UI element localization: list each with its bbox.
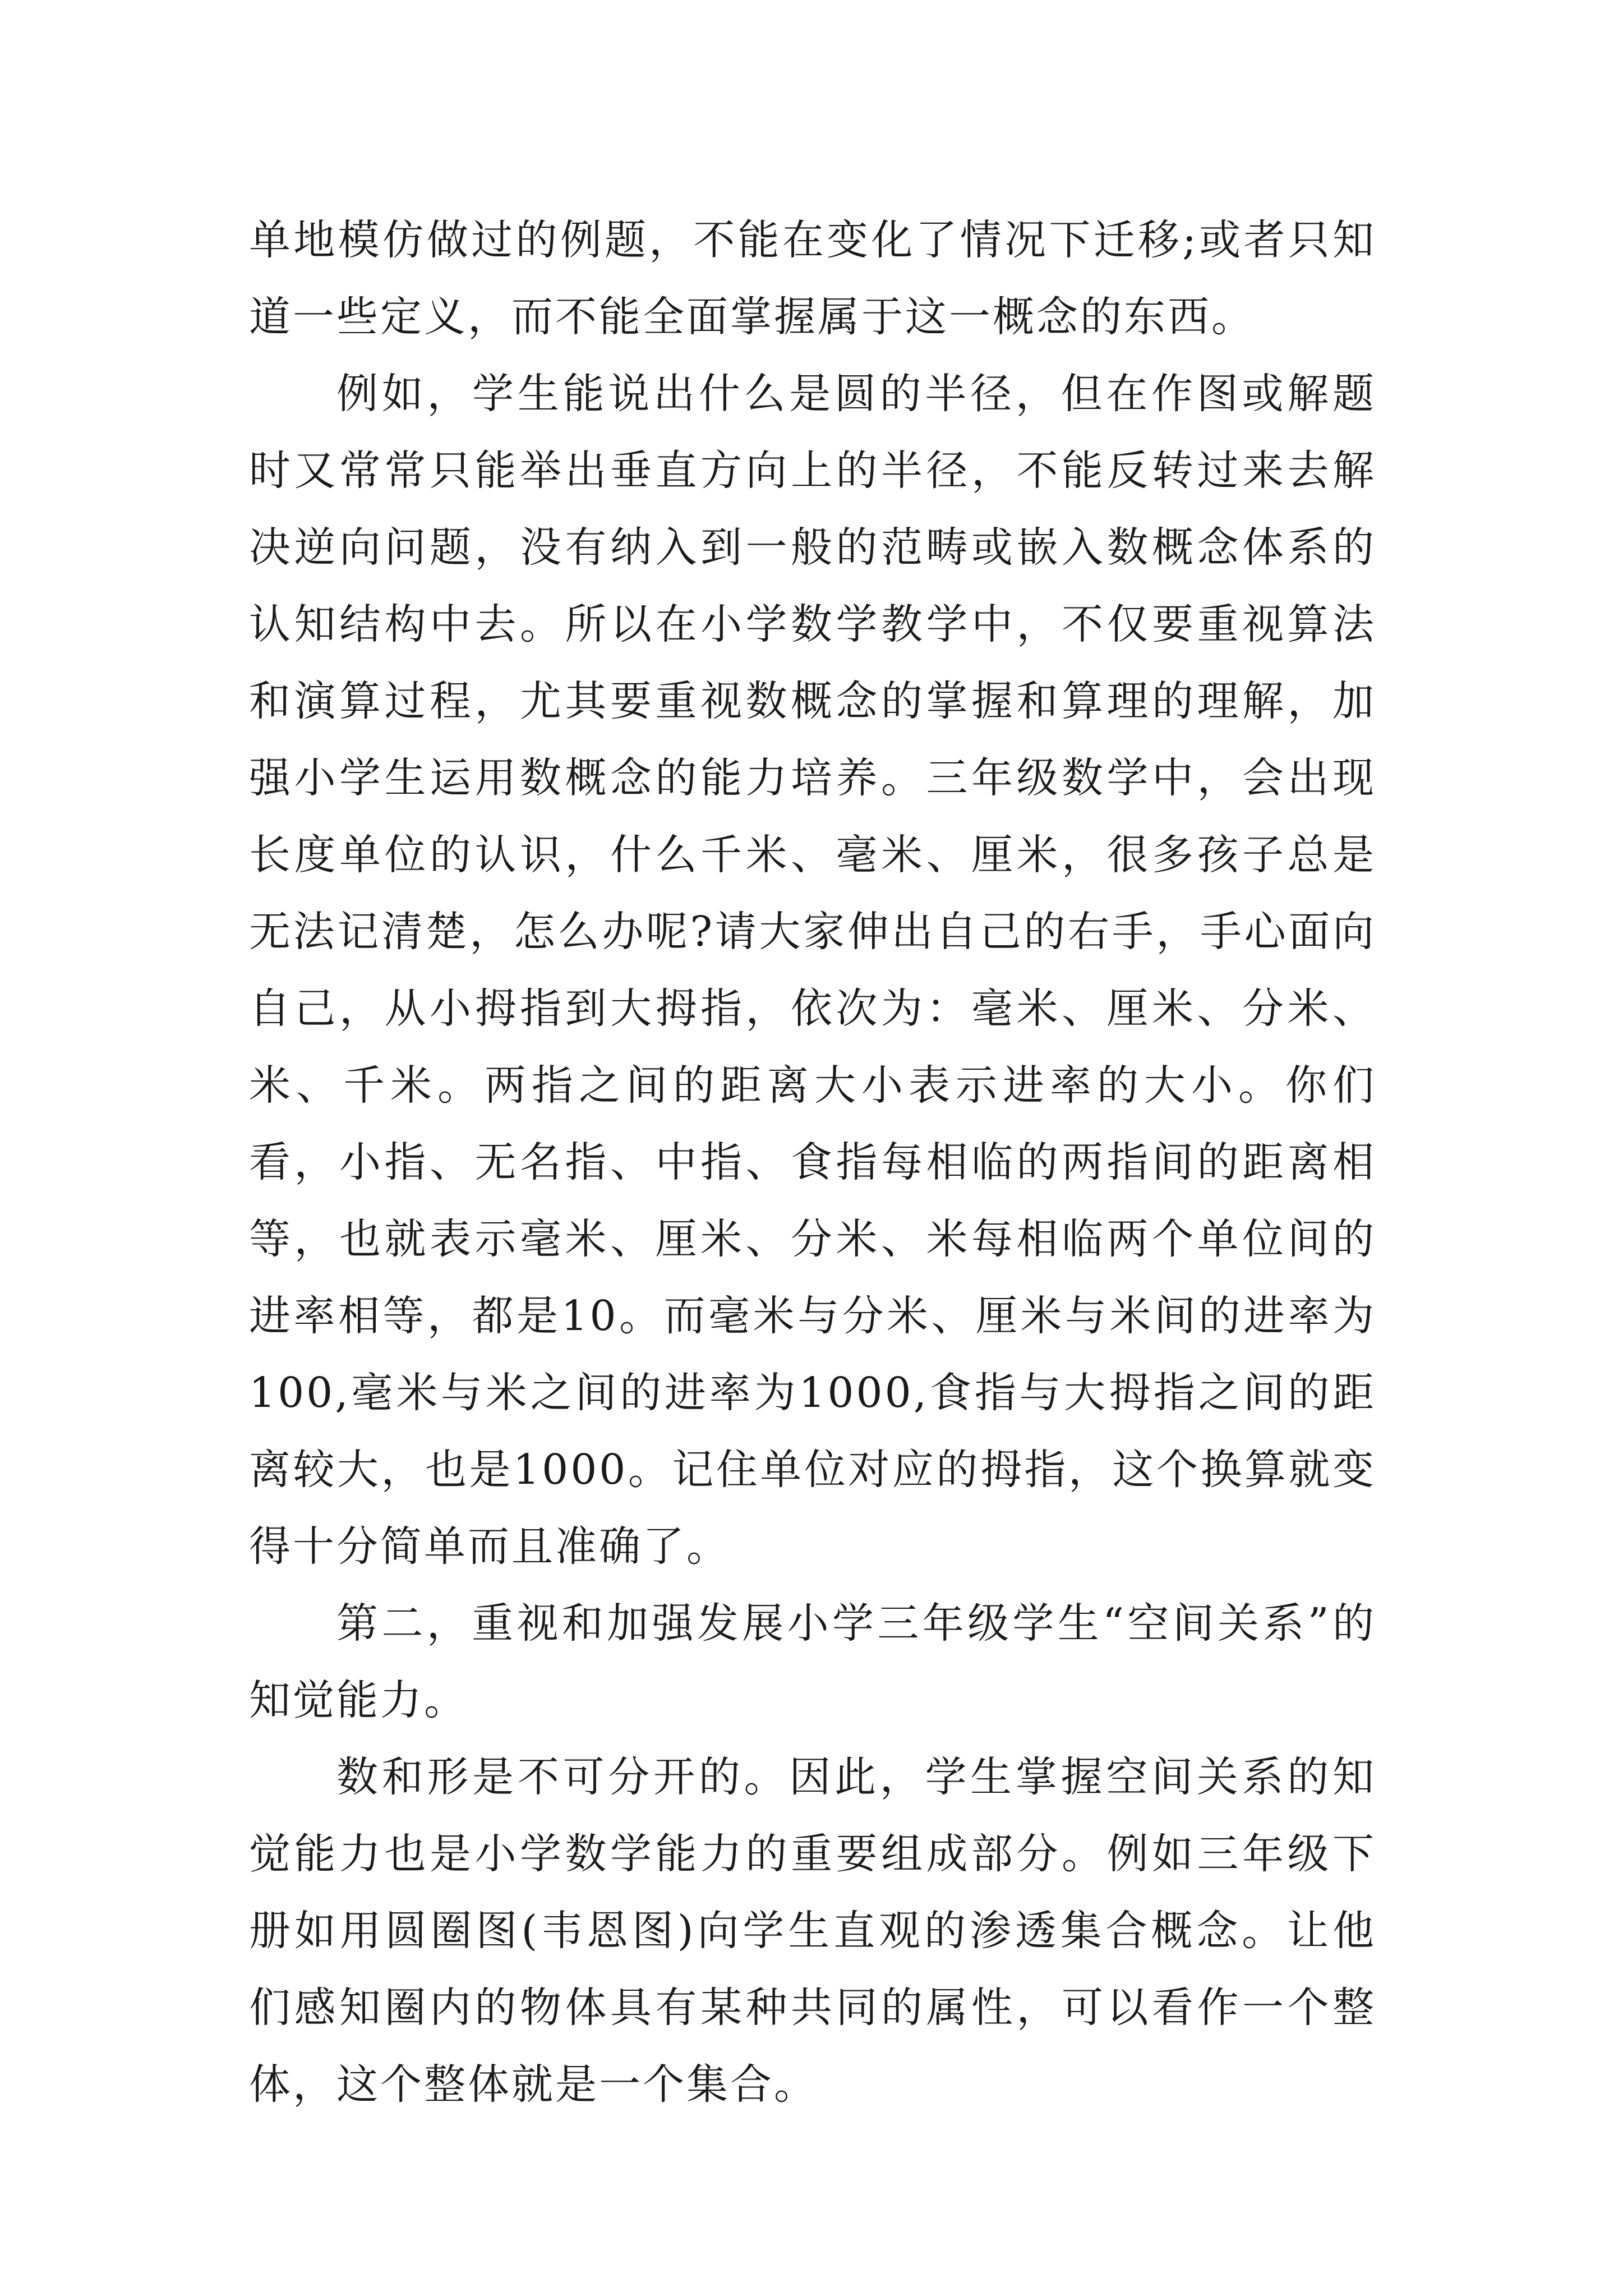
paragraph-2: 例如，学生能说出什么是圆的半径，但在作图或解题时又常常只能举出垂直方向上的半径，不能反转过来去解决逆向问题，没有纳入到一般的范畴或嵌入数概念体系的认知结构中去。所以在小学数学教学中，不仅要重视算法和演算过程，尤其要重视数概念的掌握和算理的理解，加强小学生运用数概念的能力培养。三年级数学中，会出现长度单位的认识，什么千米、毫米、厘米，很多孩子总是无法记清楚，怎么办呢?请大家伸出自己的右手，手心面向自己，从小拇指到大拇指，依次为：毫米、厘米、分米、米、千米。两指之间的距离大小表示进率的大小。你们看，小指、无名指、中指、食指每相临的两指间的距离相等，也就表示毫米、厘米、分米、米每相临两个单位间的进率相等，都是10。而毫米与分米、厘米与米间的进率为100,毫米与米之间的进率为1000,食指与大拇指之间的距离较大，也是1000。记住单位对应的拇指，这个换算就变得十分简单而且准确了。 (249, 370, 1376, 1571)
paragraph-3: 第二，重视和加强发展小学三年级学生“空间关系”的知觉能力。 (249, 1599, 1376, 1724)
paragraph-4: 数和形是不可分开的。因此，学生掌握空间关系的知觉能力也是小学数学能力的重要组成部分。例如三年级下册如用圆圈图(韦恩图)向学生直观的渗透集合概念。让他们感知圈内的物体具有某种共同的属性，可以看作一个整体，这个整体就是一个集合。 (249, 1753, 1376, 2109)
body-text (249, 202, 1376, 2123)
paragraph-1: 单地模仿做过的例题，不能在变化了情况下迁移;或者只知道一些定义，而不能全面掌握属于这一概念的东西。 (249, 216, 1376, 341)
